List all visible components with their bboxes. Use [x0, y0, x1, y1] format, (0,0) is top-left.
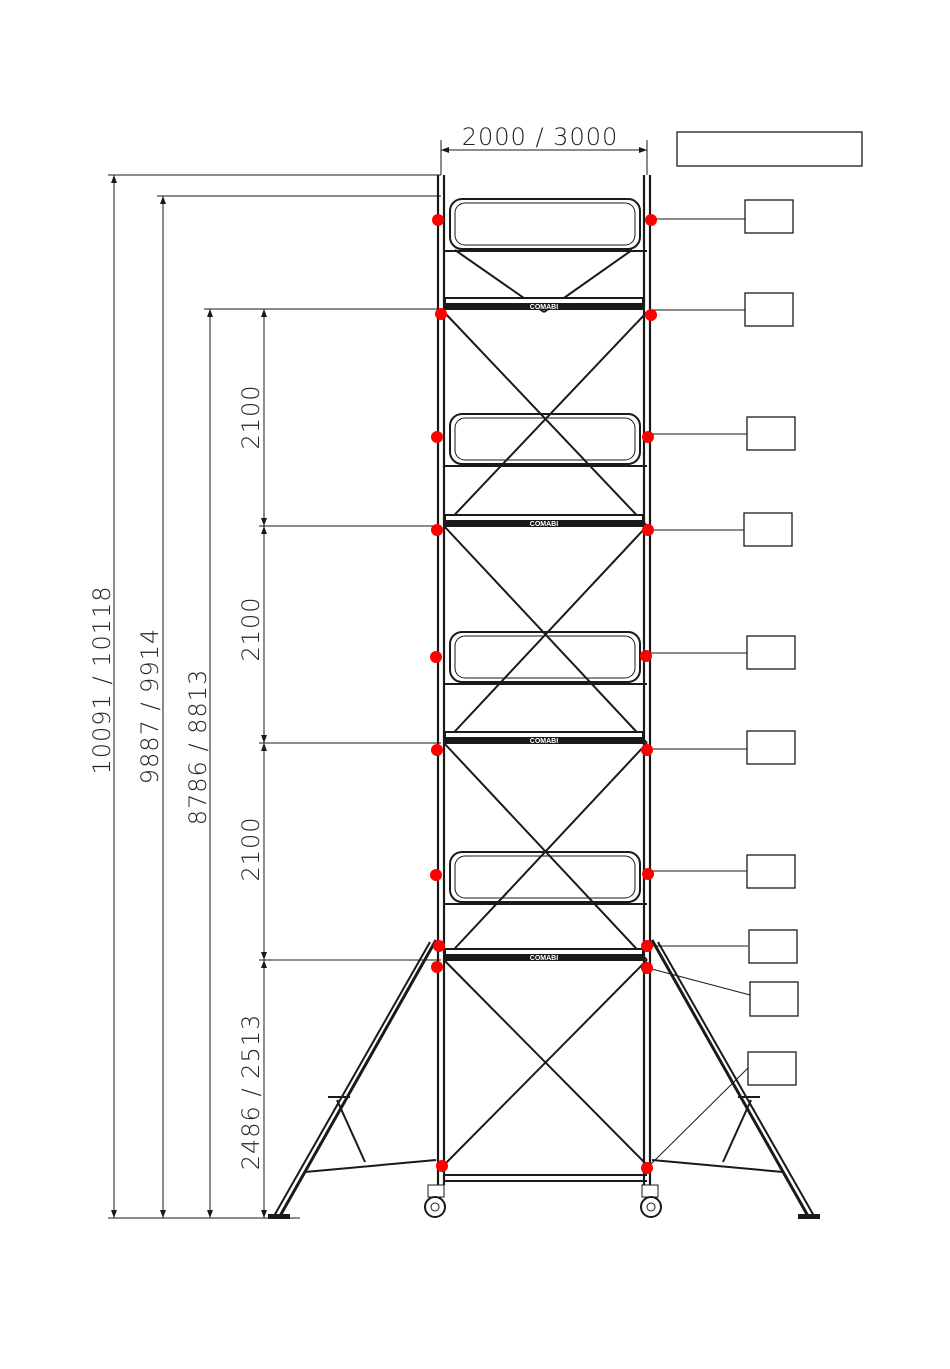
base-section-label: 2486 / 2513 [237, 1013, 265, 1171]
marker-point [641, 1162, 653, 1174]
platform-brand-label-4: COMABI [529, 955, 559, 962]
callout-boxes [677, 132, 862, 1085]
callout-box-4 [744, 513, 792, 546]
tower-base [425, 1175, 661, 1217]
marker-point [431, 961, 443, 973]
marker-point [432, 214, 444, 226]
callout-box-8 [749, 930, 797, 963]
legend-box [677, 132, 862, 166]
width-dimension-label: 2000 / 3000 [461, 123, 619, 151]
marker-point [431, 744, 443, 756]
marker-point [430, 651, 442, 663]
platforms [444, 297, 644, 961]
stabilisers [268, 940, 820, 1219]
marker-point [645, 309, 657, 321]
marker-point [435, 308, 447, 320]
callout-box-1 [745, 200, 793, 233]
marker-point [642, 868, 654, 880]
callout-box-7 [747, 855, 795, 888]
callout-box-5 [747, 636, 795, 669]
marker-point [430, 869, 442, 881]
guardrail-height-label: 9887 / 9914 [136, 627, 164, 785]
marker-point [641, 962, 653, 974]
total-height-label: 10091 / 10118 [88, 585, 116, 775]
marker-point [641, 940, 653, 952]
marker-point [436, 1160, 448, 1172]
callout-box-9 [750, 982, 798, 1016]
callout-box-2 [745, 293, 793, 326]
section-1-label: 2100 [237, 384, 265, 450]
marker-point [640, 650, 652, 662]
marker-point [433, 940, 445, 952]
section-2-label: 2100 [237, 596, 265, 662]
callout-box-10 [748, 1052, 796, 1085]
marker-point [431, 431, 443, 443]
marker-points [430, 214, 657, 1174]
callout-box-3 [747, 417, 795, 450]
platform-brand-label-1: COMABI [529, 304, 559, 311]
platform-brand-label-3: COMABI [529, 738, 559, 745]
section-3-label: 2100 [237, 816, 265, 882]
callout-box-6 [747, 731, 795, 764]
marker-point [641, 744, 653, 756]
platform-brand-label-2: COMABI [529, 521, 559, 528]
marker-point [645, 214, 657, 226]
tower-frame [438, 175, 650, 1185]
platform-height-label: 8786 / 8813 [184, 668, 212, 826]
marker-point [431, 524, 443, 536]
marker-point [642, 524, 654, 536]
marker-point [642, 431, 654, 443]
